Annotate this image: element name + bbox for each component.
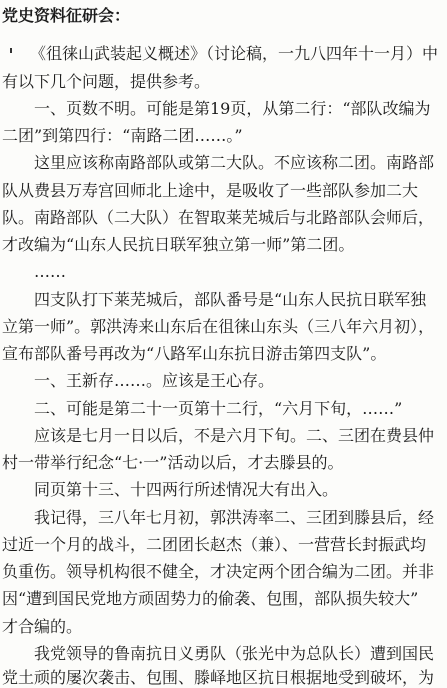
body-line-13: 二、可能是第二十一页第十二行，“六月下旬，……”: [34, 399, 403, 418]
body-line-12: 一、王新存……。应该是王心存。: [34, 371, 275, 390]
body-line-8: 才改编为“山东人民抗日联军独立第一师”第二团。: [2, 235, 355, 254]
ellipsis-line: ……: [34, 262, 66, 281]
body-line-11: 宣布部队番号再改为“八路军山东抗日游击第四支队”。: [2, 344, 387, 363]
scan-mark: [10, 48, 12, 53]
body-line-20: 因“遭到国民党地方顽固势力的偷袭、包围，部队损失较大”: [2, 589, 419, 608]
body-line-5: 这里应该称南路部队或第二大队。不应该称二团。南路部: [34, 153, 435, 172]
salutation: 党史资料征研会：: [2, 6, 131, 25]
body-line-19: 负重伤。领导机构很不健全，才决定两个团合编为二团。并非: [2, 562, 435, 581]
body-line-10: 立第一师”。郭洪涛来山东后在徂徕山东头（三八年六月初），: [2, 317, 435, 336]
body-line-16: 同页第十三、十四两行所述情况大有出入。: [34, 480, 339, 499]
body-line-14: 应该是七月一日以后，不是六月下旬。二、三团在费县仲: [34, 426, 435, 445]
body-line-4: 二团”到第四行：“南路二团……。”: [2, 126, 243, 145]
body-line-6: 队从费县万寿宫回师北上途中，是吸收了一些部队参加二大: [2, 181, 419, 200]
body-line-22: 我党领导的鲁南抗日义勇队（张光中为总队长）遭到国民: [34, 644, 435, 663]
body-line-23: 党土顽的屡次袭击、包围、滕峄地区抗日根据地受到破坏，为: [2, 668, 435, 687]
body-line-21: 才合编的。: [2, 617, 83, 636]
body-line-18: 过近一个月的战斗，二团团长赵杰（兼）、一营营长封振武均: [2, 535, 427, 554]
body-line-9: 四支队打下莱芜城后，部队番号是“山东人民抗日联军独: [34, 290, 427, 309]
body-line-17: 我记得，三八年七月初，郭洪涛率二、三团到滕县后，经: [34, 508, 435, 527]
body-line-15: 村一带举行纪念“七·一”活动以后，才去滕县的。: [2, 453, 344, 472]
body-line-2: 有以下几个问题，提供参考。: [2, 72, 211, 91]
body-line-7: 队。南路部队（二大队）在智取莱芜城后与北路部队会师后，: [2, 208, 435, 227]
body-line-1: 《徂徕山武装起义概述》（讨论稿，一九八四年十一月）中: [30, 44, 439, 63]
body-line-3: 一、页数不明。可能是第19页，从第二行：“部队改编为: [34, 99, 431, 118]
